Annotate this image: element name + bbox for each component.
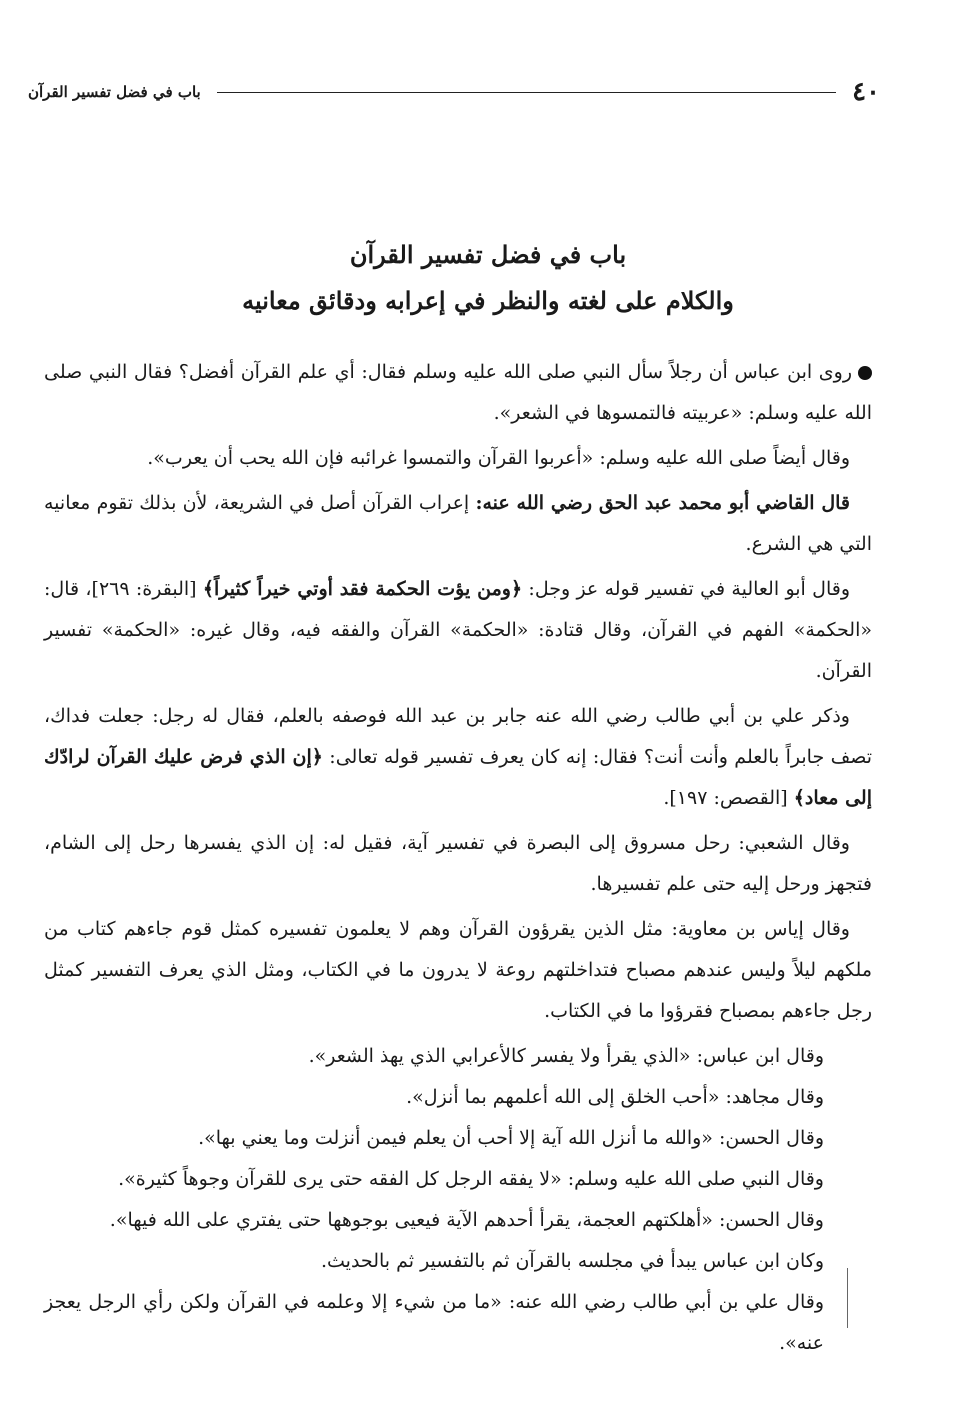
paragraph-3-text: إعراب القرآن أصل في الشريعة، لأن بذلك تقوم معانيه التي هي الشرع. xyxy=(44,492,872,555)
paragraph-7: وقال إياس بن معاوية: مثل الذين يقرؤون القرآن وهم لا يعلمون تفسيره كمثل قوم جاءهم كتاب من ملكهم ليلاً وليس عندهم مصباح فتداخلتهم روعة لا يدرون ما في الكتاب، ومثل الذي يعرف التفسير كمثل رجل جاءهم بمصباح فقرؤوا ما في الكتاب. xyxy=(44,918,872,1022)
running-header xyxy=(28,72,880,112)
chapter-title-line1: باب في فضل تفسير القرآن xyxy=(349,240,627,269)
paragraph-1 xyxy=(44,352,872,434)
author-attribution: قال القاضي أبو محمد عبد الحق رضي الله عنه: xyxy=(475,492,850,514)
quote-line: وقال علي بن أبي طالب رضي الله عنه: «ما من شيء إلا وعلمه في القرآن ولكن رأي الرجل يعجز عنه». xyxy=(44,1291,824,1354)
margin-mark xyxy=(847,1268,848,1328)
paragraph-4-text: [البقرة: ٢٦٩]، قال: «الحكمة» الفهم في القرآن، وقال قتادة: «الحكمة» القرآن والفقه فيه، وقال غيره: «الحكمة» تفسير القرآن. xyxy=(44,578,872,682)
paragraph-3 xyxy=(44,483,872,565)
paragraph-5 xyxy=(44,696,872,819)
chapter-heading xyxy=(40,232,936,324)
quran-verse-2: ﴿إن الذي فرض عليك القرآن لرادّك إلى معاد﴾ xyxy=(44,746,872,809)
paragraph-4-intro: وقال أبو العالية في تفسير قوله عز وجل: xyxy=(522,578,851,600)
quote-line: وقال الحسن: «والله ما أنزل الله آية إلا أحب أن يعلم فيمن أنزلت وما يعني بها». xyxy=(198,1127,824,1149)
quote-line: وقال مجاهد: «أحب الخلق إلى الله أعلمهم بما أنزل». xyxy=(406,1086,824,1108)
quote-line: وقال الحسن: «أهلكتهم العجمة، يقرأ أحدهم الآية فيعيى بوجوهها حتى يفتري على الله فيها». xyxy=(109,1209,824,1231)
paragraph-5-text: [القصص: ١٩٧]. xyxy=(663,787,794,809)
page-number: ٤٠ xyxy=(852,77,880,107)
quote-line: وكان ابن عباس يبدأ في مجلسه بالقرآن ثم بالتفسير ثم بالحديث. xyxy=(320,1250,824,1272)
chapter-title-line2: والكلام على لغته والنظر في إعرابه ودقائق معانيه xyxy=(242,286,734,315)
quote-line: وقال النبي صلى الله عليه وسلم: «لا يفقه الرجل كل الفقه حتى يرى للقرآن وجوهاً كثيرة». xyxy=(118,1168,824,1190)
bullet-icon xyxy=(858,366,872,380)
quote-line: وقال ابن عباس: «الذي يقرأ ولا يفسر كالأعرابي الذي يهذ الشعر». xyxy=(308,1045,824,1067)
header-rule xyxy=(217,92,836,93)
quote-list xyxy=(44,1036,872,1364)
paragraph-6: وقال الشعبي: رحل مسروق إلى البصرة في تفسير آية، فقيل له: إن الذي يفسرها رحل إلى الشام، فتجهز ورحل إليه حتى علم تفسيرها. xyxy=(44,832,872,895)
paragraph-4 xyxy=(44,569,872,692)
paragraph-2: وقال أيضاً صلى الله عليه وسلم: «أعربوا القرآن والتمسوا غرائبه فإن الله يحب أن يعرب». xyxy=(147,447,850,469)
quran-verse-1: ﴿ومن يؤت الحكمة فقد أوتي خيراً كثيراً﴾ xyxy=(202,578,523,600)
paragraph-5-intro: وذكر علي بن أبي طالب رضي الله عنه جابر بن عبد الله فوصفه بالعلم، فقال له رجل: جعلت فداك، تصف جابراً بالعلم وأنت أنت؟ فقال: إنه كان يعرف تفسير قوله تعالى: xyxy=(44,705,873,768)
paragraph-1-text: روى ابن عباس أن رجلاً سأل النبي صلى الله عليه وسلم فقال: أي علم القرآن أفضل؟ فقال النبي صلى الله عليه وسلم: «عربيته فالتمسوها في الشعر». xyxy=(44,361,872,424)
body-text xyxy=(44,352,872,1364)
running-title: باب في فضل تفسير القرآن xyxy=(28,83,201,101)
